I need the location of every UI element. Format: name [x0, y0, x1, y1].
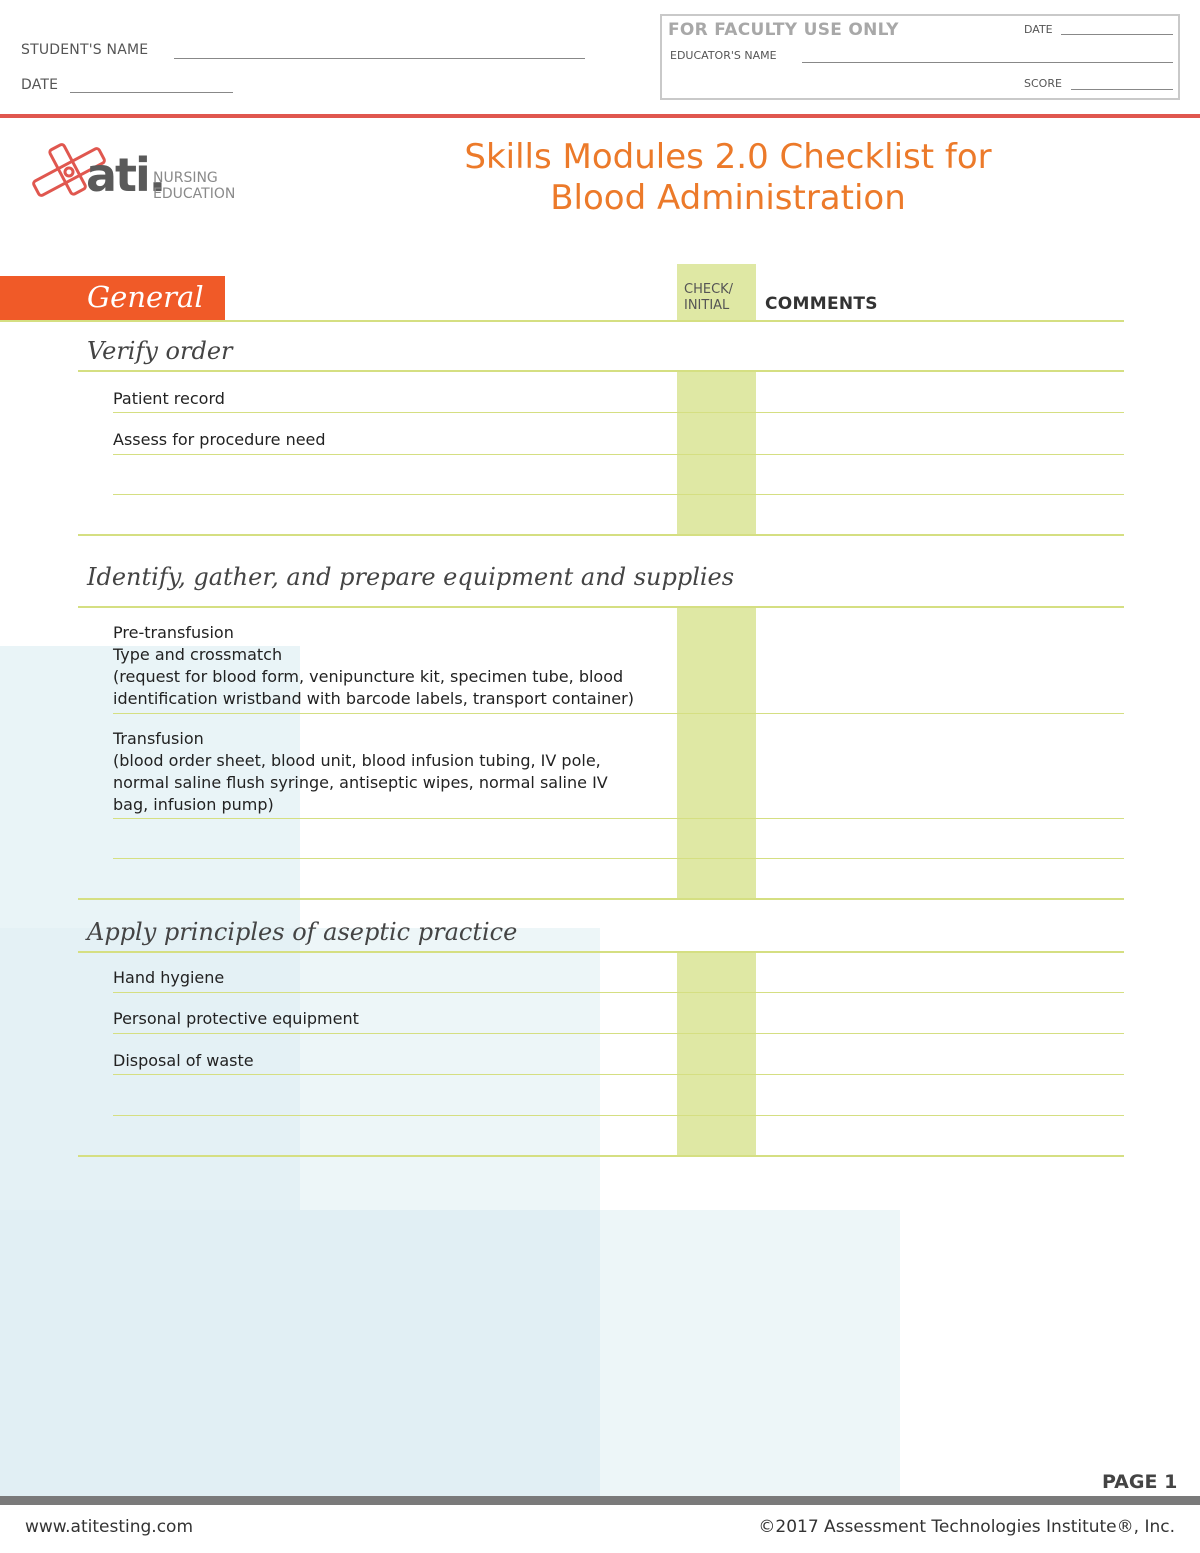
checklist-item: Disposal of waste — [113, 1051, 254, 1070]
row-rule — [113, 858, 1124, 859]
group-title: Apply principles of aseptic practice — [87, 918, 518, 946]
check-header-line2: INITIAL — [684, 298, 730, 313]
score-label: SCORE — [1024, 77, 1062, 90]
checklist-item: Assess for procedure need — [113, 430, 326, 449]
check-header-label — [684, 282, 733, 314]
item-line: (blood order sheet, blood unit, blood infusion tubing, IV pole, — [113, 751, 601, 770]
student-date-field[interactable] — [70, 92, 233, 93]
ati-logo — [28, 140, 258, 206]
page-title-line2: Blood Administration — [550, 178, 906, 218]
group-title: Identify, gather, and prepare equipment and supplies — [87, 563, 735, 591]
check-column[interactable] — [677, 608, 756, 899]
item-line: Transfusion — [113, 729, 204, 748]
comments-header: COMMENTS — [765, 294, 878, 314]
footer-url[interactable]: www.atitesting.com — [25, 1517, 194, 1537]
group-end-rule — [78, 534, 1124, 536]
page-number: PAGE 1 — [1102, 1471, 1178, 1493]
checklist-item: Hand hygiene — [113, 968, 225, 987]
logo-line2: EDUCATION — [153, 186, 236, 202]
background-panel — [600, 1210, 900, 1496]
item-line: (request for blood form, venipuncture kit, specimen tube, blood — [113, 667, 624, 686]
checklist-item: Patient record — [113, 389, 225, 408]
educator-name-label: EDUCATOR'S NAME — [670, 49, 777, 62]
item-line: normal saline flush syringe, antiseptic wipes, normal saline IV — [113, 773, 608, 792]
section-tab-general — [0, 276, 225, 321]
check-header-line1: CHECK/ — [684, 282, 734, 297]
score-field[interactable] — [1071, 89, 1173, 90]
row-rule — [113, 454, 1124, 455]
group-end-rule — [78, 898, 1124, 900]
faculty-date-label: DATE — [1024, 23, 1053, 36]
group-rule — [78, 370, 1124, 372]
item-line: Type and crossmatch — [113, 645, 283, 664]
page-title-line1: Skills Modules 2.0 Checklist for — [464, 137, 992, 177]
check-column[interactable] — [677, 953, 756, 1156]
row-rule — [113, 713, 1124, 714]
section-header-rule — [0, 320, 1124, 322]
row-rule — [113, 818, 1124, 819]
item-line: Pre-transfusion — [113, 623, 234, 642]
checklist-item: Personal protective equipment — [113, 1009, 359, 1028]
item-line: identification wristband with barcode labels, transport container) — [113, 689, 634, 708]
group-title: Verify order — [87, 337, 233, 365]
row-rule — [113, 992, 1124, 993]
row-rule — [113, 1033, 1124, 1034]
faculty-date-field[interactable] — [1061, 34, 1173, 35]
page-title — [400, 137, 1056, 219]
group-rule — [78, 951, 1124, 953]
group-rule — [78, 606, 1124, 608]
educator-name-field[interactable] — [802, 62, 1173, 63]
student-date-label: DATE — [21, 77, 59, 93]
student-name-label: STUDENT'S NAME — [21, 42, 149, 58]
logo-line1: NURSING — [153, 170, 218, 186]
row-rule — [113, 494, 1124, 495]
footer-copyright: ©2017 Assessment Technologies Institute®, Inc. — [758, 1517, 1175, 1537]
row-rule — [113, 1074, 1124, 1075]
item-line: bag, infusion pump) — [113, 795, 274, 814]
row-rule — [113, 1115, 1124, 1116]
section-title: General — [87, 280, 204, 314]
logo-mark: ati. — [86, 148, 165, 202]
header-divider — [0, 114, 1200, 118]
checklist-item — [113, 622, 634, 710]
checklist-item — [113, 728, 608, 816]
group-end-rule — [78, 1155, 1124, 1157]
footer-divider — [0, 1496, 1200, 1505]
background-panel — [0, 1210, 600, 1496]
student-name-field[interactable] — [174, 58, 585, 59]
row-rule — [113, 412, 1124, 413]
faculty-box-title: FOR FACULTY USE ONLY — [668, 20, 899, 40]
